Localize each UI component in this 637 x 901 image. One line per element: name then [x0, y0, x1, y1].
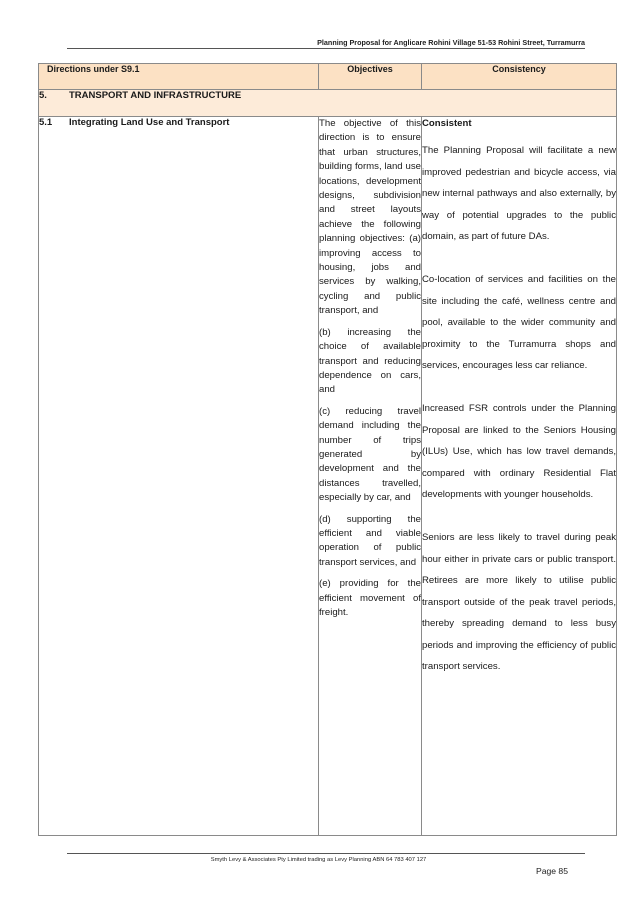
- column-header-directions: Directions under S9.1: [39, 64, 319, 90]
- direction-number: 5.1: [39, 117, 53, 128]
- direction-cell: [39, 117, 319, 836]
- consistency-status: Consistent: [422, 118, 472, 129]
- column-header-consistency: Consistency: [422, 64, 617, 90]
- objective-paragraph: (b) increasing the choice of available transport and reducing dependence on cars, and: [319, 326, 421, 396]
- consistency-cell: [422, 117, 617, 836]
- objective-paragraph: (d) supporting the efficient and viable operation of public transport services, and: [319, 513, 421, 568]
- page-number: Page 85: [535, 866, 568, 876]
- consistency-paragraph: Seniors are less likely to travel during peak hour either in private cars or public transport. Retirees are more likely to utilise public transport outside of the peak travel periods, thereby spreading demand to less busy periods and improving the efficiency of public transport services.: [422, 531, 616, 673]
- section-row: [39, 90, 617, 117]
- column-header-objectives: Objectives: [319, 64, 422, 90]
- consistency-paragraph: Increased FSR controls under the Planning Proposal are linked to the Seniors Housing (ILUs) Use, which has low travel demands, compared with ordinary Residential Flat developments with younger households.: [422, 402, 616, 501]
- section-heading: [39, 90, 617, 117]
- header-divider: [67, 48, 585, 49]
- directions-table: [38, 63, 617, 836]
- objectives-cell: [319, 117, 422, 836]
- section-title: TRANSPORT AND INFRASTRUCTURE: [69, 90, 242, 101]
- consistency-paragraph: Co-location of services and facilities on the site including the café, wellness centre and pool, available to the wider community and proximity to the Turramurra shops and services, encourages less car reliance.: [422, 273, 616, 372]
- objective-paragraph: The objective of this direction is to ensure that urban structures, building forms, land use locations, development designs, subdivision and street layouts achieve the following planning objectives: (a) improving access to housing, jobs and services by walking, cycling and public transport, and: [319, 118, 421, 317]
- running-header: Planning Proposal for Anglicare Rohini Village 51-53 Rohini Street, Turramurra: [317, 38, 585, 47]
- footer-company: Smyth Levy & Associates Pty Limited trading as Levy Planning ABN 64 783 407 127: [210, 857, 427, 863]
- consistency-paragraph: The Planning Proposal will facilitate a new improved pedestrian and bicycle access, via new internal pathways and also externally, by way of potential upgrades to the public domain, as part of future DAs.: [422, 145, 616, 243]
- objective-paragraph: (e) providing for the efficient movement of freight.: [319, 578, 421, 618]
- direction-title: Integrating Land Use and Transport: [69, 117, 230, 128]
- table-header-row: [39, 64, 617, 90]
- section-number: 5.: [39, 90, 47, 101]
- footer-divider: [67, 853, 585, 854]
- objective-paragraph: (c) reducing travel demand including the number of trips generated by development and the distances travelled, especially by car, and: [319, 405, 421, 504]
- table-row: [39, 117, 617, 836]
